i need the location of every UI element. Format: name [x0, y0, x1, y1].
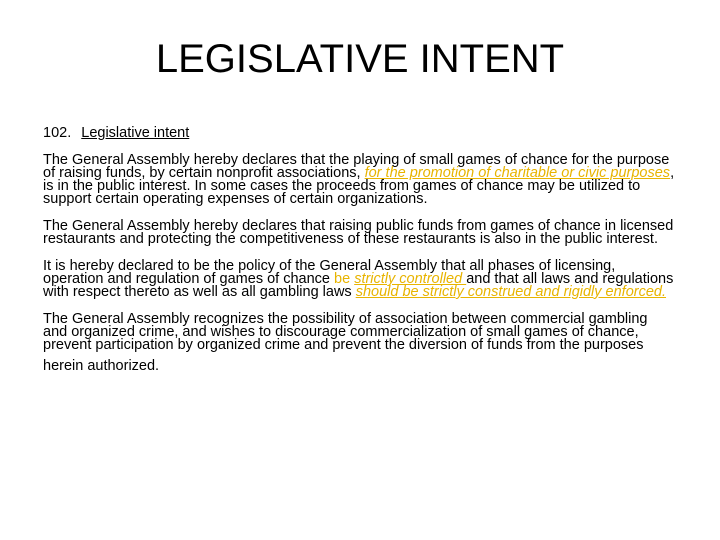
- paragraph-text: , is in the public interest. In some cases the proceeds from games of chance may be utilized to support certain operating expenses of certain organizations.: [43, 165, 675, 207]
- paragraph-organized-crime: The General Assembly recognizes the possibility of association between commercial gambling and organized crime, and wishes to discourage commercialization of small games of chance, prevent participation by organized crime and prevent the diversion of funds from the purposes: [43, 311, 648, 353]
- paragraph-charitable-purposes: [43, 154, 675, 206]
- section-heading: [43, 124, 675, 142]
- section-label: Legislative intent: [81, 125, 190, 141]
- highlighted-phrase: for the promotion of charitable or civic purposes: [364, 165, 671, 181]
- paragraph-text: and that all laws and regulations with respect thereto as well as all gambling laws: [43, 271, 674, 300]
- slide-body: [43, 124, 675, 375]
- highlighted-phrase: should be strictly construed and rigidly enforced.: [355, 284, 667, 300]
- paragraph-text: The General Assembly hereby declares that the playing of small games of chance for the purpose of raising funds, by certain nonprofit associations,: [43, 152, 670, 181]
- paragraph-restaurants: The General Assembly hereby declares that raising public funds from games of chance in licensed restaurants and protecting the competitiveness of these restaurants is also in the public interest.: [43, 218, 674, 247]
- section-number: 102.: [43, 125, 72, 141]
- slide-title: LEGISLATIVE INTENT: [155, 37, 565, 81]
- paragraph-text: It is hereby declared to be the policy of the General Assembly that all phases of licensing, operation and regulation of games of chance: [43, 258, 616, 287]
- paragraph-policy: [43, 260, 675, 299]
- highlighted-phrase: strictly controlled: [354, 271, 467, 287]
- paragraph-tail: herein authorized.: [43, 358, 160, 374]
- highlighted-word: be: [334, 271, 355, 287]
